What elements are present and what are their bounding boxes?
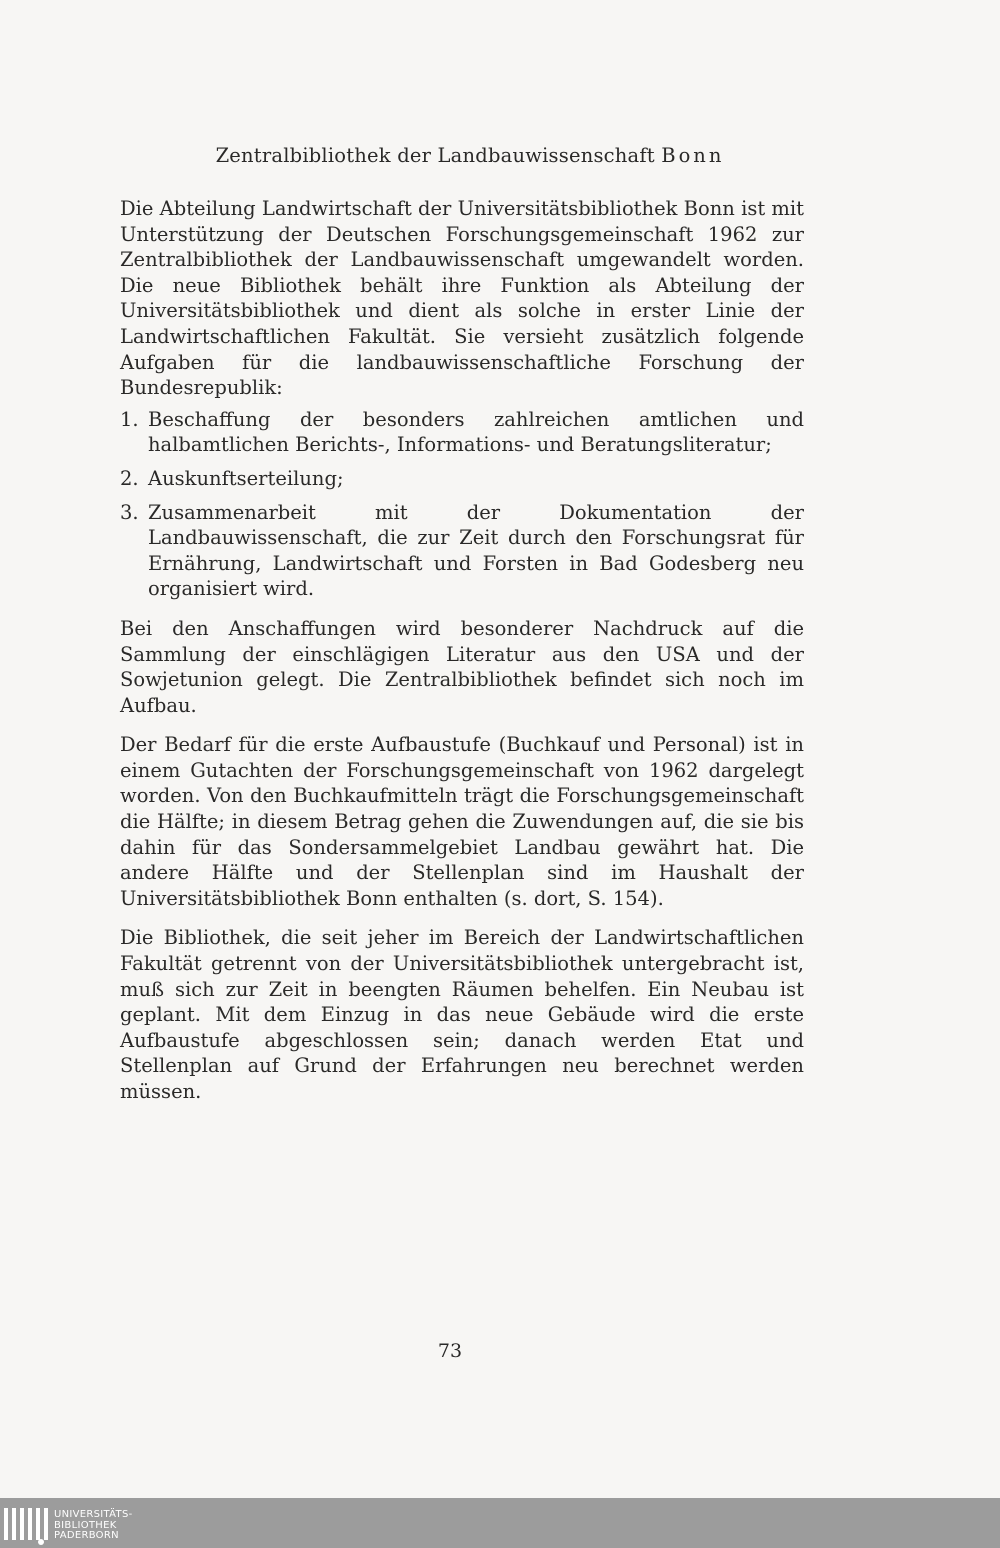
paragraph-budget: Der Bedarf für die erste Aufbaustufe (Buchkauf und Personal) ist in einem Gutachten der Forschungsgemeinschaft von 1962 dargelegt worden. Von den Buchkaufmitteln trägt die Forschungsgemeinschaft die Hälfte; in diesem Betrag gehen die Zuwendungen auf, die sie bis dahin für das Sondersammelgebiet Landbau gewährt hat. Die andere Hälfte und der Stellenplan sind im Haushalt der Universitätsbibliothek Bonn enthalten (s. dort, S. 154). [120,733,804,910]
list-item-text: Auskunftserteilung; [148,466,344,490]
list-item [120,500,804,602]
paragraph-building: Die Bibliothek, die seit jeher im Bereich der Landwirtschaftlichen Fakultät getrennt von der Universitätsbibliothek untergebracht ist, muß sich zur Zeit in beengten Räumen behelfen. Ein Neubau ist geplant. Mit dem Einzug in das neue Gebäude wird die erste Aufbaustufe abgeschlossen sein; danach werden Etat und Stellenplan auf Grund der Erfahrungen neu berechnet werden müssen. [120,926,804,1103]
footer-bar [0,1498,1000,1548]
library-name-line: PADERBORN [54,1530,119,1541]
title-main: Zentralbibliothek der Landbauwissenschaft [215,144,662,167]
title-city: Bonn [661,144,725,167]
library-name-line: UNIVERSITÄTS- [54,1509,133,1520]
page-title [0,144,940,167]
page-number: 73 [437,1340,463,1362]
library-name-line: BIBLIOTHEK [54,1519,117,1531]
university-library-logo-icon [4,1508,48,1540]
list-item [120,466,804,492]
task-list [120,407,804,602]
list-item [120,407,804,458]
paragraph-acquisitions: Bei den Anschaffungen wird besonderer Nachdruck auf die Sammlung der einschlägigen Literatur aus den USA und der Sowjetunion gelegt. Die Zentralbibliothek befindet sich noch im Aufbau. [120,616,804,717]
list-item-number: 1. [120,407,139,431]
document-body [120,196,804,1105]
logo-dot-icon [38,1539,44,1545]
list-item-number: 3. [120,500,139,524]
library-name [54,1510,133,1542]
intro-paragraph: Die Abteilung Landwirtschaft der Universitätsbibliothek Bonn ist mit Unterstützung der Deutschen Forschungsgemeinschaft 1962 zur Zentralbibliothek der Landbauwissenschaft umgewandelt worden. Die neue Bibliothek behält ihre Funktion als Abteilung der Universitätsbibliothek und dient als solche in erster Linie der Landwirtschaftlichen Fakultät. Sie versieht zusätzlich folgende Aufgaben für die landbauwissenschaftliche Forschung der Bundesrepublik: [120,197,804,400]
list-item-text: Beschaffung der besonders zahlreichen amtlichen und halbamtlichen Berichts-, Informations- und Beratungsliteratur; [148,407,804,457]
list-item-text: Zusammenarbeit mit der Dokumentation der Landbauwissenschaft, die zur Zeit durch den Forschungsrat für Ernährung, Landwirtschaft und Forsten in Bad Godesberg neu organisiert wird. [148,500,804,601]
list-item-number: 2. [120,466,139,490]
